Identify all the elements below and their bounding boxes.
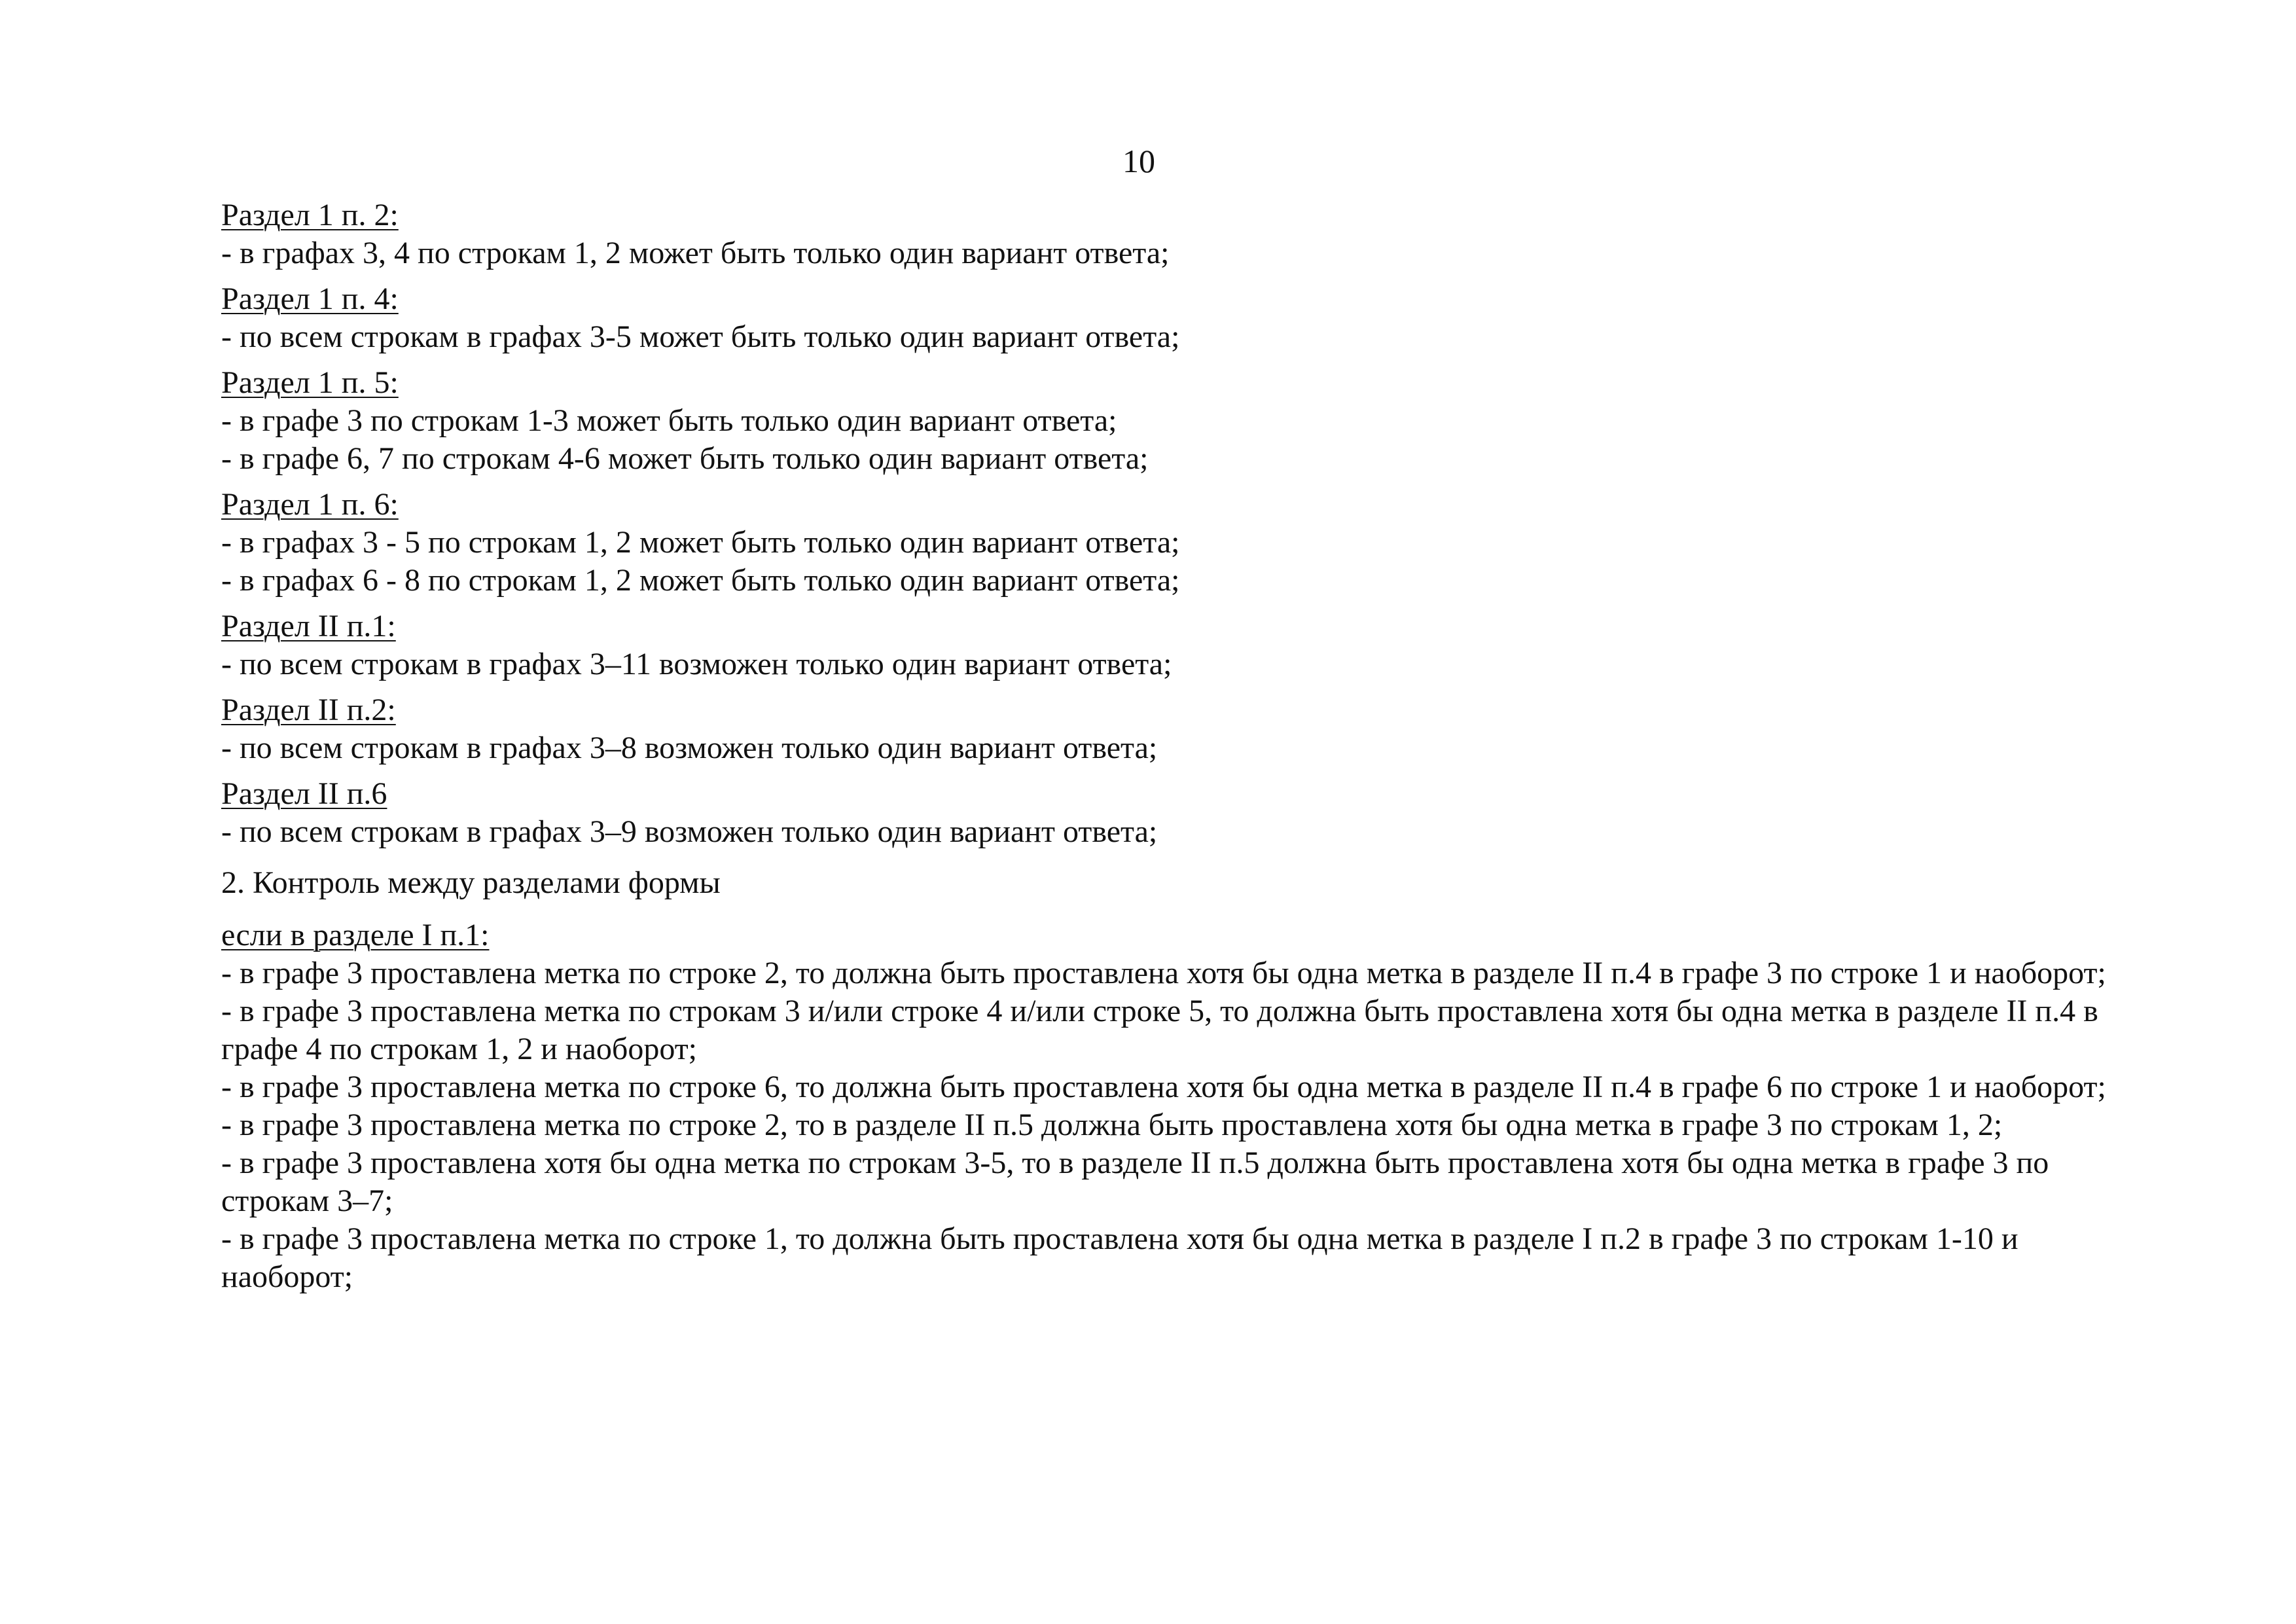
rule-heading: Раздел 1 п. 6: [221,487,399,522]
rule-line: - в графе 3 по строкам 1-3 может быть только один вариант ответа; [221,403,1117,438]
rule-heading: Раздел II п.6 [221,776,387,811]
rule-line: - по всем строкам в графах 3–8 возможен только один вариант ответа; [221,731,1158,765]
rule-block-4 [221,486,2152,600]
rule-line: - по всем строкам в графах 3–11 возможен только один вариант ответа; [221,647,1172,681]
rule-block-1 [221,196,2152,272]
cross-rules-heading: если в разделе I п.1: [221,918,490,952]
cross-rule-item: - в графе 3 проставлена метка по строке 1, то должна быть проставлена хотя бы одна метка в разделе I п.2 в графе 3 по строкам 1-10 и наоборот; [221,1221,2018,1294]
rule-line: - по всем строкам в графах 3-5 может быть только один вариант ответа; [221,319,1180,354]
rule-block-5 [221,607,2152,683]
rule-heading: Раздел 1 п. 2: [221,198,399,232]
cross-rule-item: - в графе 3 проставлена метка по строке 6, то должна быть проставлена хотя бы одна метка в разделе II п.4 в графе 6 по строке 1 и наоборот; [221,1070,2106,1104]
rule-heading: Раздел II п.1: [221,609,396,643]
page-number: 10 [1122,143,1155,179]
rule-line: - в графах 3 - 5 по строкам 1, 2 может быть только один вариант ответа; [221,525,1180,560]
rule-block-2 [221,280,2152,356]
section-2-title: 2. Контроль между разделами формы [221,865,721,900]
rule-heading: Раздел II п.2: [221,693,396,727]
rule-line: - в графе 6, 7 по строкам 4-6 может быть только один вариант ответа; [221,441,1149,476]
rule-block-6 [221,691,2152,767]
rule-heading: Раздел 1 п. 4: [221,281,399,316]
rule-line: - в графах 6 - 8 по строкам 1, 2 может быть только один вариант ответа; [221,563,1180,598]
cross-rule-item: - в графе 3 проставлена хотя бы одна метка по строкам 3-5, то в разделе II п.5 должна быть проставлена хотя бы одна метка в графе 3 по строкам 3–7; [221,1146,2049,1218]
rule-block-3 [221,364,2152,478]
rule-block-7 [221,775,2152,851]
document-content [221,196,2152,1304]
rule-heading: Раздел 1 п. 5: [221,365,399,400]
cross-rule-item: - в графе 3 проставлена метка по строке 2, то в разделе II п.5 должна быть проставлена хотя бы одна метка в графе 3 по строкам 1, 2; [221,1108,2003,1142]
cross-section-rules [221,916,2152,1296]
cross-rule-item: - в графе 3 проставлена метка по строке 2, то должна быть проставлена хотя бы одна метка в разделе II п.4 в графе 3 по строке 1 и наоборот; [221,956,2106,990]
cross-rule-item: - в графе 3 проставлена метка по строкам 3 и/или строке 4 и/или строке 5, то должна быть проставлена хотя бы одна метка в разделе II п.4 в графе 4 по строкам 1, 2 и наоборот; [221,994,2098,1066]
rule-line: - по всем строкам в графах 3–9 возможен только один вариант ответа; [221,814,1158,849]
rule-line: - в графах 3, 4 по строкам 1, 2 может быть только один вариант ответа; [221,236,1170,270]
